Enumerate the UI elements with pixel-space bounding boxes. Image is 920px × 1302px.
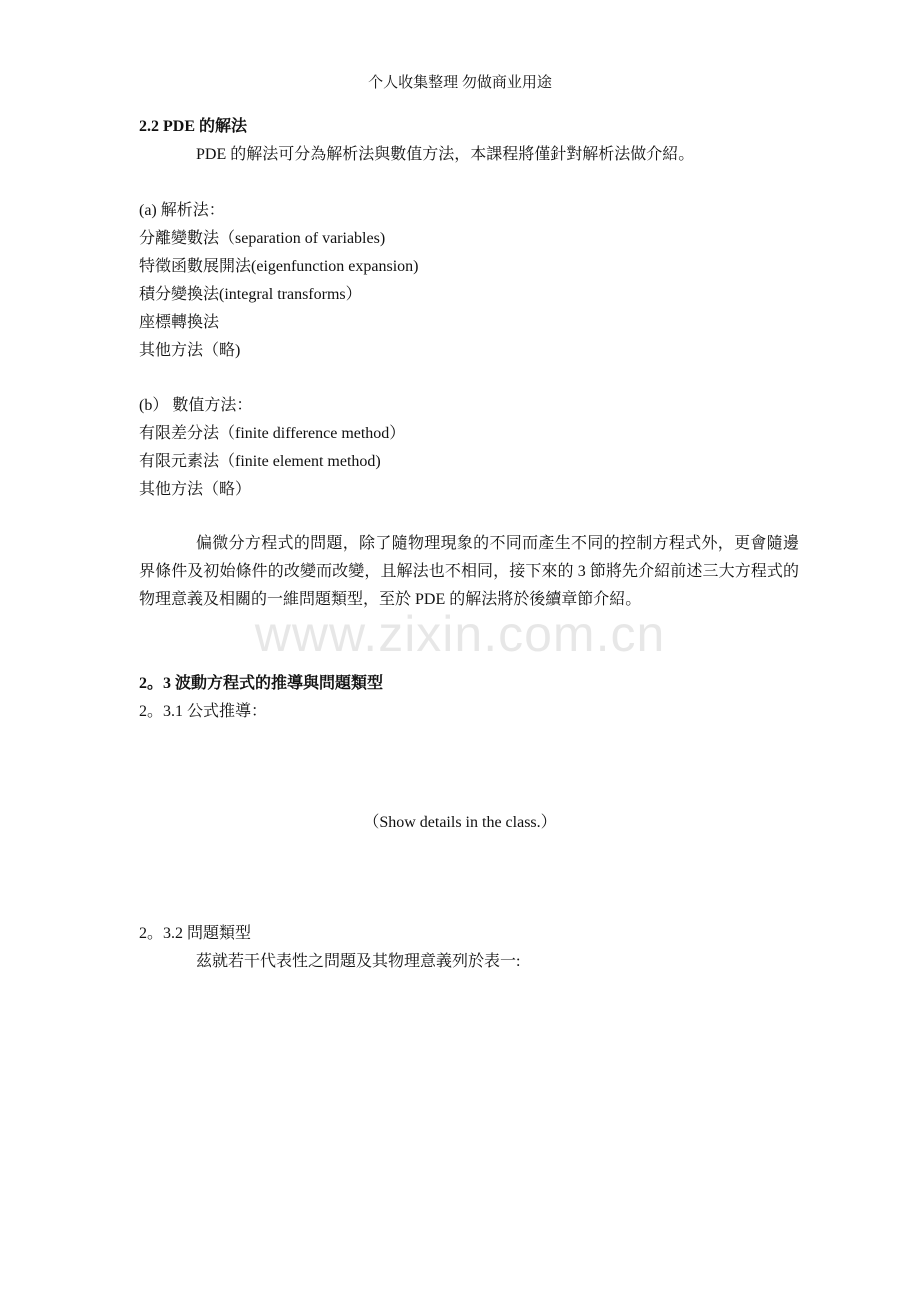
body-paragraph: 偏微分方程式的問題，除了隨物理現象的不同而產生不同的控制方程式外，更會隨邊界條件及初始條件的改變而改變，且解法也不相同，接下來的 3 節將先介紹前述三大方程式的物理意義及相關的一維問題類型，至於 PDE 的解法將於後續章節介紹。 [139,535,799,608]
list-item: 座標轉換法 [139,314,220,331]
analytic-methods-heading: (a) 解析法： [139,202,225,219]
class-note: （Show details in the class.） [363,814,557,831]
numerical-methods-heading: (b） 數值方法： [139,397,253,414]
list-item: 積分變換法(integral transforms） [139,286,362,303]
watermark: www.zixin.com.cn [254,606,666,662]
section-title-2-3: 2。3 波動方程式的推導與問題類型 [139,675,384,692]
list-item: 其他方法（略） [139,481,252,498]
list-item: 其他方法（略) [139,342,241,359]
list-item: 有限元素法（finite element method) [139,453,381,470]
page-header: 个人收集整理 勿做商业用途 [368,75,552,91]
subsection-text: 茲就若干代表性之問題及其物理意義列於表一: [196,953,521,970]
section-title-2-2: 2.2 PDE 的解法 [139,118,248,135]
list-item: 特徵函數展開法(eigenfunction expansion) [139,258,419,275]
list-item: 分離變數法（separation of variables) [139,230,386,247]
subsection-title-2-3-1: 2。3.1 公式推導： [139,703,268,720]
subsection-title-2-3-2: 2。3.2 問題類型 [139,925,252,942]
list-item: 有限差分法（finite difference method） [139,425,406,442]
section-intro: PDE 的解法可分為解析法與數值方法，本課程將僅針對解析法做介紹。 [196,146,695,163]
